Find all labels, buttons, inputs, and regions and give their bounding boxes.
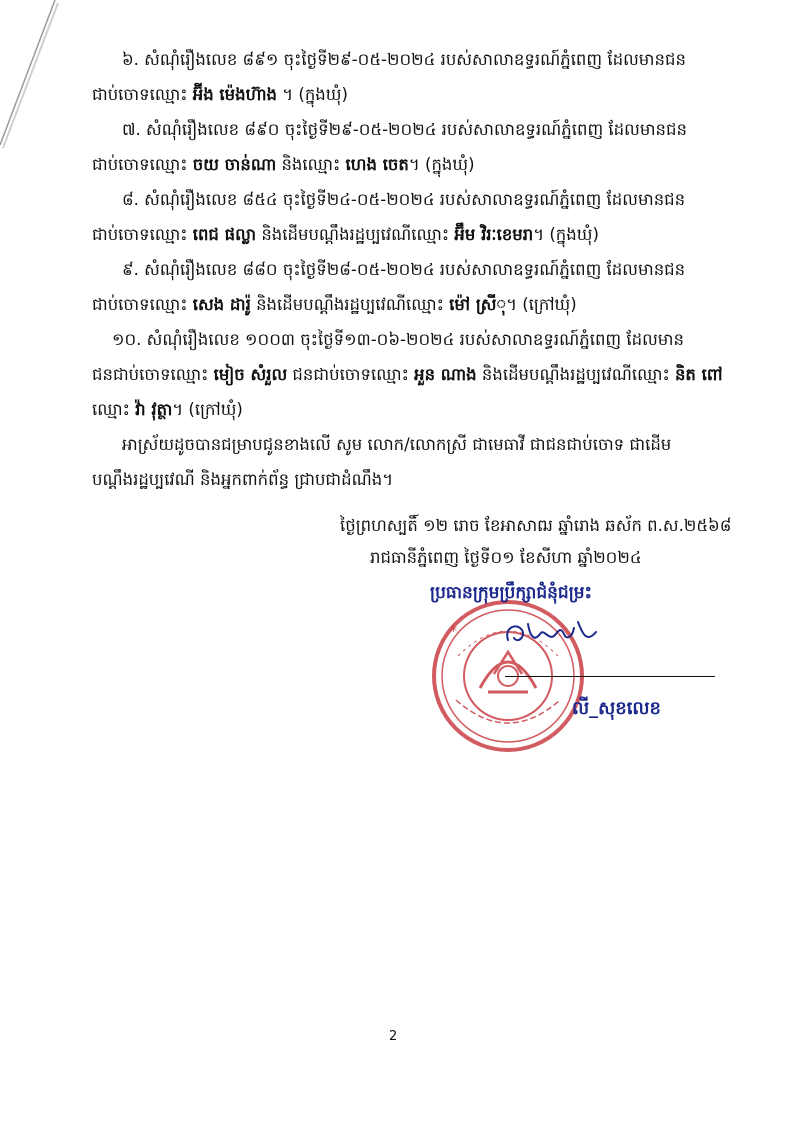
item-9-line-1: ៩. សំណុំរឿងលេខ ៨៨០ ចុះថ្ងៃទី២៨-០៥-២០២៤ របស់សាលាឧទ្ធរណ៍ភ្នំពេញ ដែលមានជន [122, 260, 686, 279]
solar-date: រាជធានីភ្នំពេញ ថ្ងៃទី០១ ខែសីហា ឆ្នាំ២០២៤ [370, 548, 642, 567]
status: ។ (ក្នុងឃុំ) [533, 225, 599, 244]
status: ។ (ក្នុងឃុំ) [408, 155, 475, 174]
civil-party-name: អ៊ឹម វិរៈខេមរា [454, 225, 534, 244]
lunar-date: ថ្ងៃព្រហស្បតិ៍ ១២ រោច ខែអាសាឍ ឆ្នាំរោង ឆស័ក ព.ស.២៥៦៨ [340, 516, 732, 535]
label: ជនជាប់ចោទឈ្មោះ [92, 365, 214, 384]
label: និងដើមបណ្តឹងរដ្ឋប្បវេណីឈ្មោះ [250, 295, 450, 314]
defendant-name: ហេង ចេត [345, 155, 409, 174]
handwritten-signature [500, 614, 610, 654]
label: ជាប់ចោទឈ្មោះ [92, 85, 193, 104]
civil-party-name: និត ពៅ [674, 365, 723, 384]
item-10-line-2 [92, 365, 723, 389]
item-9-line-2 [92, 295, 577, 319]
svg-text:*: * [450, 624, 457, 640]
item-6-line-1: ៦. សំណុំរឿងលេខ ៨៩១ ចុះថ្ងៃទី២៩-០៥-២០២៤ របស់សាលាឧទ្ធរណ៍ភ្នំពេញ ដែលមានជន [122, 50, 686, 69]
item-6-line-2 [92, 85, 348, 109]
signatory-title: ប្រធានក្រុមប្រឹក្សាជំនុំជម្រះ [430, 583, 593, 603]
defendant-name: អួន ណាង [414, 365, 477, 384]
item-8-line-1: ៨. សំណុំរឿងលេខ ៨៥៤ ចុះថ្ងៃទី២៤-០៥-២០២៤ របស់សាលាឧទ្ធរណ៍ភ្នំពេញ ដែលមានជន [122, 190, 686, 209]
defendant-name: អ៊ីង ម៉េងហ៊ាង [192, 85, 278, 104]
label: និងដើមបណ្តឹងរដ្ឋប្បវេណីឈ្មោះ [476, 365, 675, 384]
page-edge-shadow [0, 0, 60, 150]
signature-line [505, 676, 715, 677]
defendant-name: សេង ដារ៉ូ [192, 295, 251, 314]
signatory-name: លី_សុខលេខ [572, 698, 661, 719]
item-7-line-1: ៧. សំណុំរឿងលេខ ៨៩០ ចុះថ្ងៃទី២៩-០៥-២០២៤ របស់សាលាឧទ្ធរណ៍ភ្នំពេញ ដែលមានជន [122, 120, 687, 139]
defendant-name: ចយ ចាន់ណា [192, 155, 277, 174]
label: ជនជាប់ចោទឈ្មោះ [287, 365, 415, 384]
item-7-line-2 [92, 155, 475, 179]
closing-line-1: អាស្រ័យដូចបានជម្រាបជូនខាងលើ សូម លោក/លោកស្រី ជាមេធាវី ជាជនជាប់ចោទ ជាដើម [122, 435, 672, 454]
defendant-name: មៀច សំរួល [213, 365, 288, 384]
status: ។ (ក្រៅឃុំ) [506, 295, 577, 314]
defendant-name: ពេជ ផល្លា [192, 225, 257, 244]
item-10-line-3 [92, 400, 243, 424]
status: ។ (ក្នុងឃុំ) [277, 85, 348, 104]
label: ជាប់ចោទឈ្មោះ [92, 295, 193, 314]
page-number: 2 [389, 1029, 398, 1044]
label: ជាប់ចោទឈ្មោះ [92, 155, 193, 174]
item-8-line-2 [92, 225, 599, 249]
label: និងដើមបណ្តឹងរដ្ឋប្បវេណីឈ្មោះ [256, 225, 455, 244]
civil-party-name: វ៉ា វុត្ថា [135, 400, 173, 419]
status: ។ (ក្រៅឃុំ) [172, 400, 243, 419]
label: ជាប់ចោទឈ្មោះ [92, 225, 193, 244]
label: និងឈ្មោះ [276, 155, 346, 174]
closing-line-2: បណ្តឹងរដ្ឋប្បវេណី និងអ្នកពាក់ព័ន្ធ ជ្រាបជាដំណឹង។ [92, 470, 394, 489]
civil-party-name: ម៉ៅ ស្រីុ [449, 295, 507, 314]
label: ឈ្មោះ [92, 400, 136, 419]
item-10-line-1: ១០. សំណុំរឿងលេខ ១០០៣ ចុះថ្ងៃទី១៣-០៦-២០២៤ របស់សាលាឧទ្ធរណ៍ភ្នំពេញ ដែលមាន [112, 330, 684, 349]
